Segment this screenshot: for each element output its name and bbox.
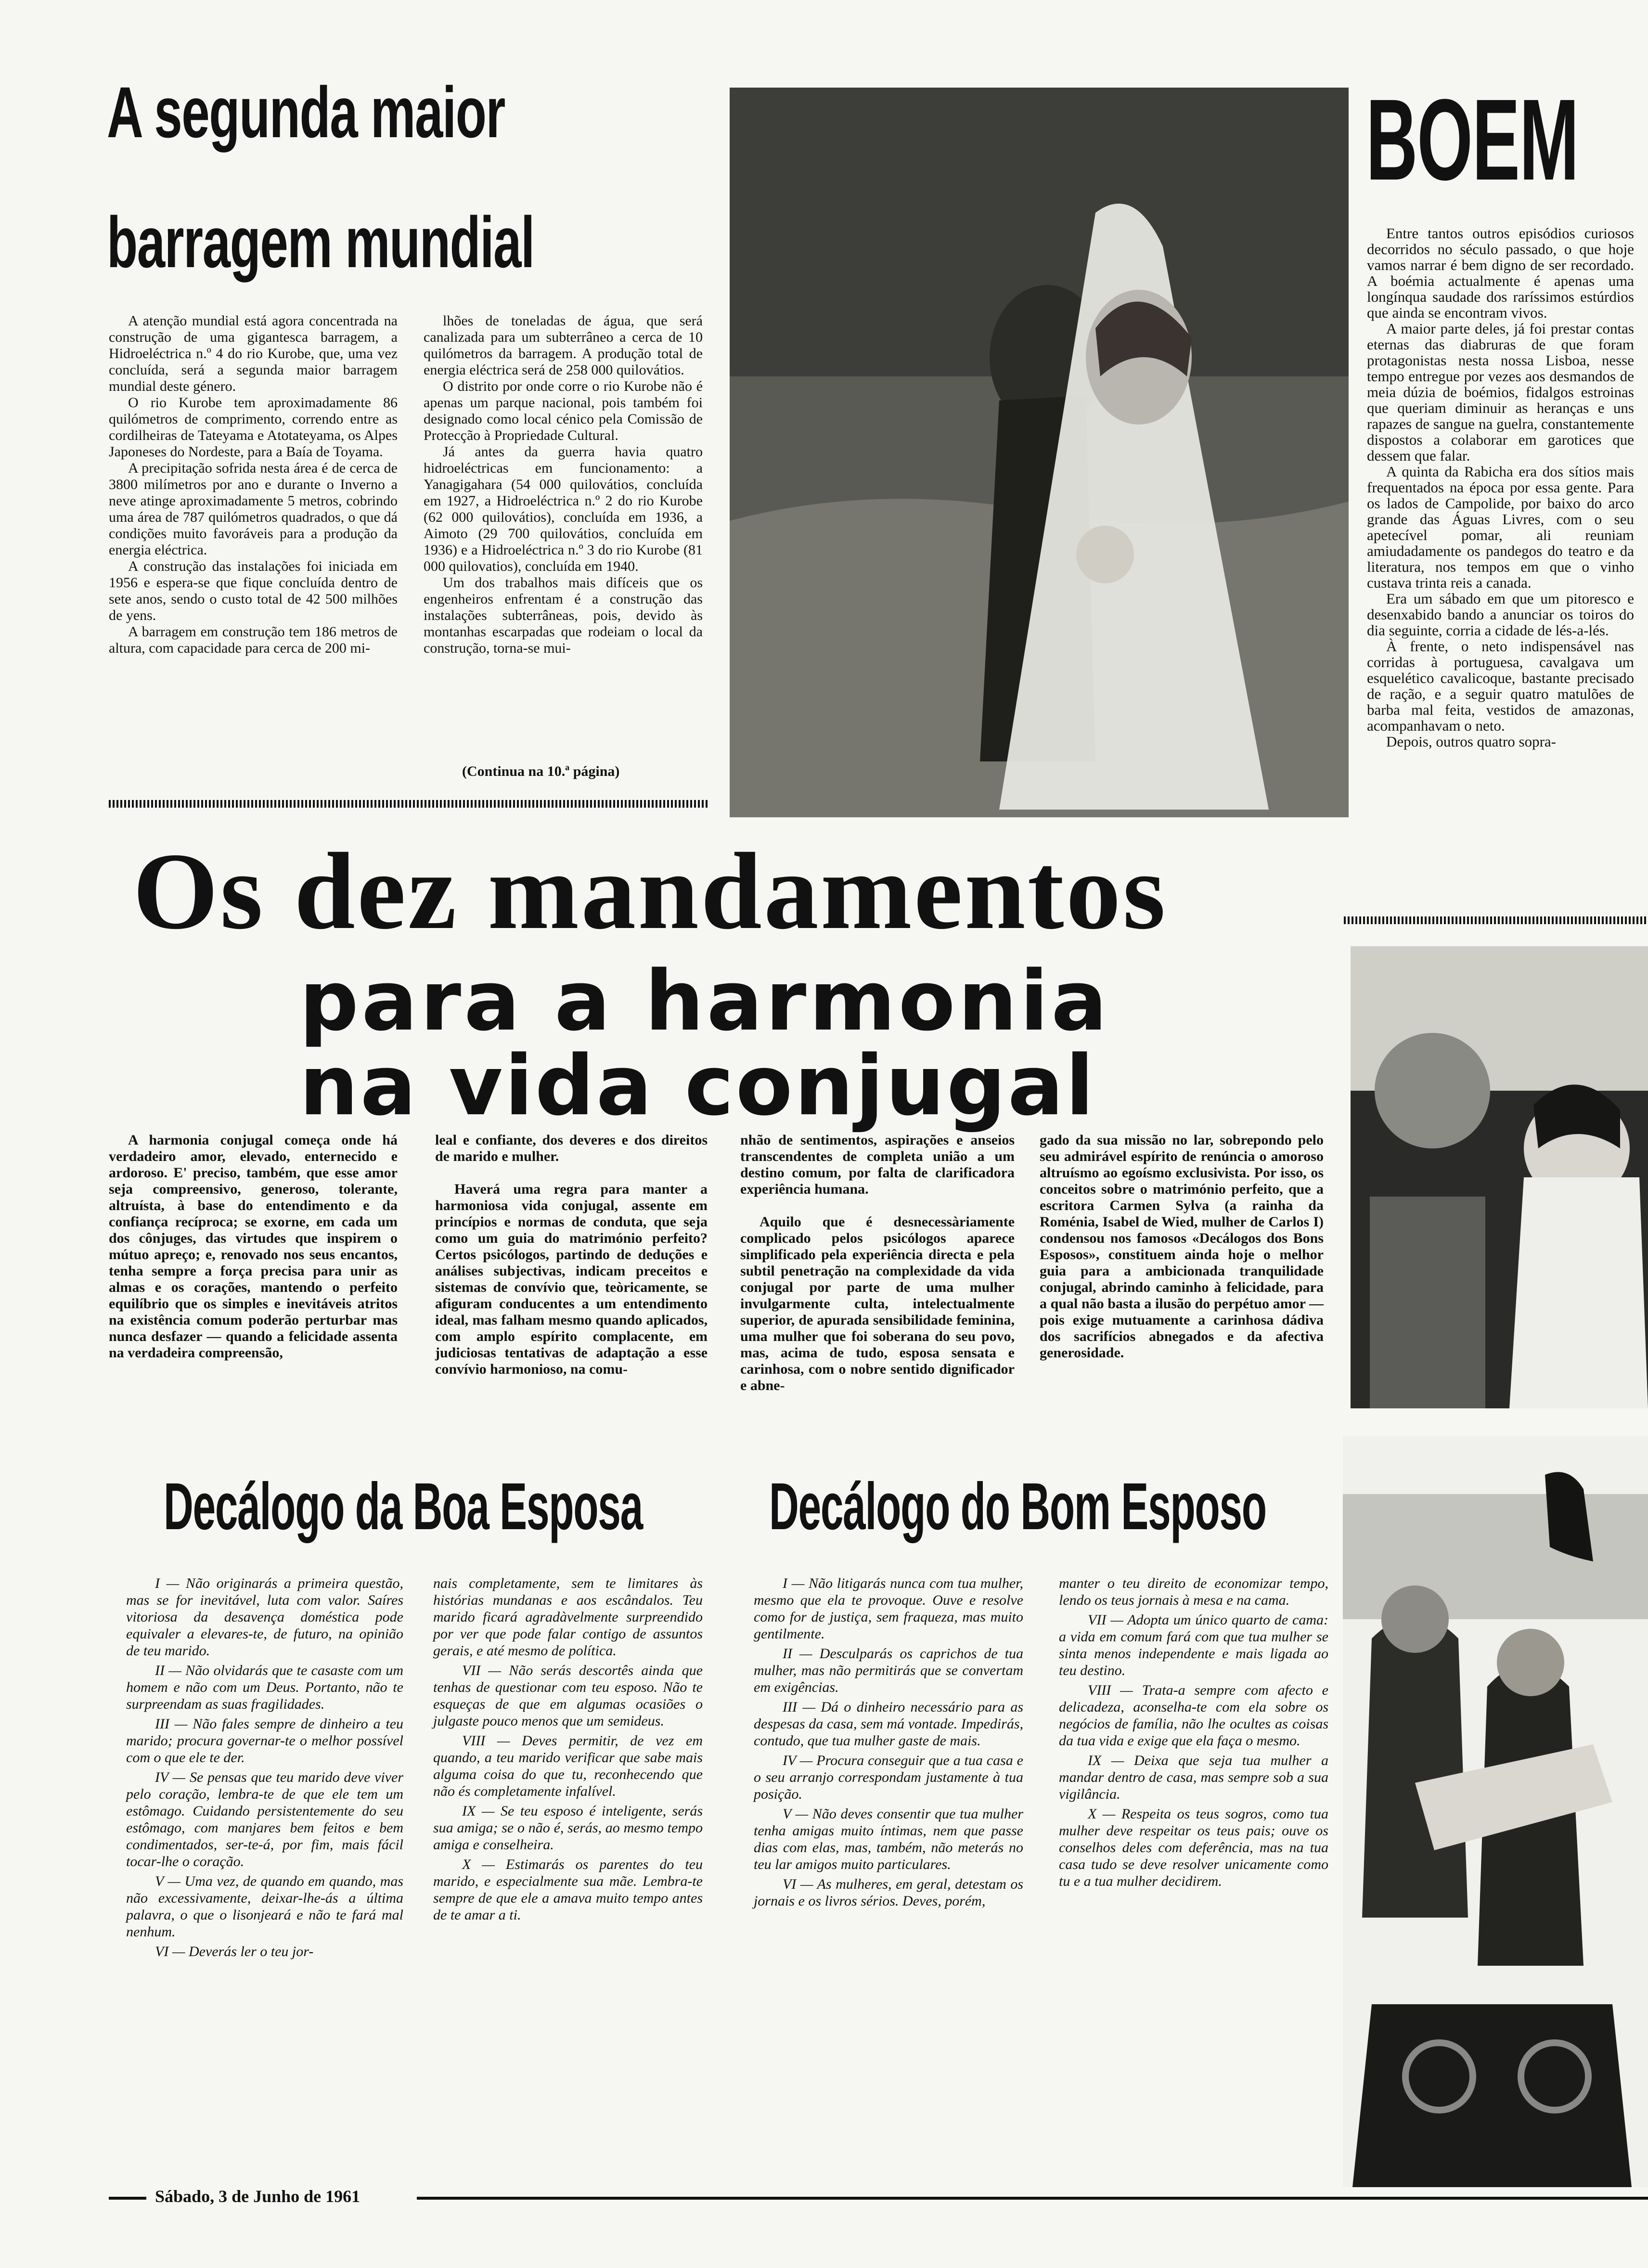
- paragraph: nhão de sentimentos, aspirações e anseios transcendentes de completa união a um destino comum, por falta de clarificadora experiência humana.: [740, 1132, 1015, 1197]
- esposo-col-2: [1059, 1575, 1328, 1893]
- commandment: III — Não fales sempre de dinheiro a teu marido; procura governar-te o melhor possível com o que ele te der.: [126, 1716, 403, 1765]
- commandment: VI — As mulheres, em geral, detestam os jornais e os livros sérios. Deves, porém,: [754, 1876, 1023, 1909]
- boem-text: [1367, 225, 1634, 749]
- paragraph: A harmonia conjugal começa onde há verdadeiro amor, elevado, enternecido e ardoroso. E' preciso, também, que esse amor seja compreensivo, generoso, tolerante, altruísta, à base do entendimento e da confiança recíproca; se exorne, em cada um dos cônjuges, das virtudes que inspirem o mútuo apreço; e, renovado nos seus encantos, tenha sempre a força precisa para unir as almas e os corações, mantendo o perfeito equilíbrio que os simples e inevitáveis atritos na existência comum poderão perturbar mas nunca desfazer — quando a felicidade assenta na verdadeira compreensão,: [109, 1132, 398, 1361]
- footer-line-right: [417, 2197, 1648, 2200]
- paragraph: A precipitação sofrida nesta área é de cerca de 3800 milímetros por ano e durante o Inverno a neve atinge aproximadamente 5 metros, cobrindo uma área de 787 quilómetros quadrados, o que dá condições muito favoráveis para a produção da energia eléctrica.: [109, 460, 398, 558]
- right-photo-top: [1351, 946, 1648, 1408]
- paragraph: À frente, o neto indispensável nas corridas à portuguesa, cavalgava um esquelético cavalicoque, bastante precisado de ração, e a seguir quatro matulões de barba mal feita, vestidos de amazonas, acompanhavam o neto.: [1367, 638, 1634, 734]
- commandment: VI — Deverás ler o teu jor-: [155, 1944, 314, 1959]
- paragraph: gado da sua missão no lar, sobrepondo pelo seu admirável espírito de renúncia o amoroso altruísmo ao egoísmo exclusivista. Por isso, os conceitos sobre o matrimónio perfeito, que a escritora Carmen Sylva (a rainha da Roménia, Isabel de Wied, mulher de Carlos I) condensou nos famosos «Decálogos dos Bons Esposos», constituem ainda hoje o melhor guia para a ambicionada tranquilidade conjugal, abrindo caminho à felicidade, para a qual não basta a ilusão do perpétuo amor — pois exige mutuamente a carinhosa dádiva dos sacrifícios abnegados e da afectiva generosidade.: [1040, 1132, 1324, 1361]
- commandment: VIII — Trata-a sempre com afecto e delicadeza, aconselha-te com ela sobre os negócios de família, não lhe ocultes as coisas da tua vida e exige que ela faça o mesmo.: [1059, 1682, 1328, 1749]
- mandamentos-col-4: [1040, 1132, 1324, 1361]
- dam-column-1: [109, 313, 398, 657]
- footer-date: Sábado, 3 de Junho de 1961: [155, 2187, 360, 2206]
- dam-column-2: [424, 313, 703, 657]
- commandment: IV — Procura conseguir que a tua casa e o seu arranjo correspondam justamente à tua posição.: [754, 1753, 1023, 1802]
- commandment: IV — Se pensas que teu marido deve viver pelo coração, lembra-te de que ele tem um estômago. Cuidando persistentemente do seu estômago, com manjares bem feitos e bem condimentados, ser-te-á, por fim, mais fácil tocar-lhe o coração.: [126, 1769, 403, 1869]
- esposa-col-2: [433, 1575, 703, 1926]
- paragraph: Já antes da guerra havia quatro hidroeléctricas em funcionamento: a Yanagigahara (54 000 quilovátios, concluída em 1927, a Hidroeléctrica n.º 2 do rio Kurobe (62 000 quilovátios), concluída em 1936, a Aimoto (29 700 quilovátios, concluída em 1936) e a Hidroeléctrica n.º 3 do rio Kurobe (81 000 quilovatios), concluída em 1940.: [424, 444, 703, 574]
- paragraph: O rio Kurobe tem aproximadamente 86 quilómetros de comprimento, correndo entre as cordilheiras de Tateyama e Atotateyama, os Alpes Japoneses do Nordeste, para a Baía de Toyama.: [109, 395, 398, 460]
- mandamentos-title-line3: na vida conjugal: [299, 1037, 1096, 1134]
- esposo-title: Decálogo do Bom Esposo: [769, 1469, 1266, 1544]
- paragraph: Aquilo que é desnecessàriamente complicado pelos psicólogos aparece simplificado pela experiência directa e pela subtil penetração na complexidade da vida conjugal por parte de uma mulher invulgarmente culta, intelectualmente superior, de apurada sensibilidade feminina, uma mulher que foi soberana do seu povo, mas, acima de tudo, esposa sensata e carinhosa, com o nobre sentido dignificador e abne-: [740, 1214, 1015, 1393]
- mandamentos-col-1: [109, 1132, 398, 1361]
- commandment: II — Não olvidarás que te casaste com um homem e não com um Deus. Portanto, não te surpreendam as suas fragilidades.: [126, 1662, 403, 1712]
- paragraph: leal e confiante, dos deveres e dos direitos de marido e mulher.: [435, 1132, 708, 1164]
- commandment: III — Dá o dinheiro necessário para as despesas da casa, sem má vontade. Impedirás, contudo, que tua mulher gaste de mais.: [754, 1699, 1023, 1749]
- paragraph: A barragem em construção tem 186 metros de altura, com capacidade para cerca de 200 mi-: [109, 624, 398, 656]
- esposo-col-1: [754, 1575, 1023, 1912]
- footer-line-left: [109, 2197, 146, 2200]
- commandment: VII — Não serás descortês ainda que tenhas de questionar com teu esposo. Não te esqueças de que em algumas ocasiões o julgaste pouco menos que um semideus.: [433, 1662, 703, 1729]
- dam-headline-line2: barragem mundial: [107, 202, 534, 283]
- commandment: manter o teu direito de economizar tempo, lendo os teus jornais à mesa e na cama.: [1059, 1575, 1328, 1608]
- esposa-col-1: [126, 1575, 403, 1963]
- paragraph: Haverá uma regra para manter a harmoniosa vida conjugal, assente em princípios e normas de conduta, que seja como um guia do matrimónio perfeito? Certos psicólogos, partindo de deduções e análises subjectivas, indicam preceitos e sistemas de convívio que, teòricamente, se afiguram conducentes a um entendimento ideal, mas falham mesmo quando aplicados, com amplo espírito complacente, em judiciosas tentativas de adaptação a esse convívio harmonioso, na comu-: [435, 1181, 708, 1377]
- mandamentos-col-3: [740, 1132, 1015, 1394]
- commandment: V — Não deves consentir que tua mulher tenha amigas muito íntimas, nem que passe dias com elas, mas, também, não meterás no teu lar amigos muito particulares.: [754, 1806, 1023, 1872]
- commandment: II — Desculparás os caprichos de tua mulher, mas não permitirás que se convertam em exigências.: [754, 1646, 1023, 1695]
- boem-headline: BOEM: [1366, 75, 1579, 204]
- commandment: IX — Deixa que seja tua mulher a mandar dentro de casa, mas sempre sob a sua vigilância.: [1059, 1753, 1328, 1802]
- mandamentos-title-line1: Os dez mandamentos: [133, 831, 1168, 952]
- paragraph: A construção das instalações foi iniciada em 1956 e espera-se que fique concluída dentro de sete anos, sendo o custo total de 42 500 milhões de yens.: [109, 558, 398, 623]
- commandment: X — Estimarás os parentes do teu marido, e especialmente sua mãe. Lembra-te sempre de que ele a amava muito tempo antes de te amar a ti.: [433, 1856, 703, 1923]
- commandment: X — Respeita os teus sogros, como tua mulher deve respeitar os teus pais; ouve os conselhos deles com deferência, mas na tua casa tudo se deve resolver unicamente como tu e a tua mulher decidirem.: [1059, 1806, 1328, 1889]
- wedding-photo: [730, 88, 1349, 817]
- paragraph: lhões de toneladas de água, que será canalizada para um subterrâneo a cerca de 10 quilómetros da barragem. A produção total de energia eléctrica será de 258 000 quilovátios.: [424, 313, 703, 378]
- commandment: IX — Se teu esposo é inteligente, serás sua amiga; se o não é, serás, ao mesmo tempo amiga e conselheira.: [433, 1803, 703, 1853]
- paragraph: Era um sábado em que um pitoresco e desenxabido bando a anunciar os toiros do dia seguinte, corria a cidade de lés-a-lés.: [1367, 590, 1634, 639]
- paragraph: O distrito por onde corre o rio Kurobe não é apenas um parque nacional, pois também foi designado como local cénico pela Comissão de Protecção à Propriedade Cultural.: [424, 378, 703, 443]
- esposa-title: Decálogo da Boa Esposa: [164, 1469, 643, 1544]
- paragraph: A maior parte deles, já foi prestar contas eternas das diabruras de que foram protagonistas nesta nossa Lisboa, nesse tempo entregue por vezes aos desmandos de meia dúzia de boémios, fidalgos estroinas que queriam diminuir as heranças e uns rapazes de sangue na guelra, constantemente dispostos a colaborar em garotices que dessem que falar.: [1367, 320, 1634, 464]
- commandment: I — Não litigarás nunca com tua mulher, mesmo que ela te provoque. Ouve e resolve como for de justiça, sem fraqueza, mas muito gentilmente.: [754, 1575, 1023, 1642]
- commandment: VII — Adopta um único quarto de cama: a vida em comum fará com que tua mulher se sinta menos independente e mais ligada ao teu destino.: [1059, 1612, 1328, 1678]
- paragraph: Entre tantos outros episódios curiosos decorridos no século passado, o que hoje vamos narrar é bem digno de ser recordado. A boémia actualmente é apenas uma longínqua saudade dos raríssimos estúrdios que ainda se encontram vivos.: [1367, 225, 1634, 321]
- dam-continua-note: (Continua na 10.ª página): [462, 763, 620, 779]
- mandamentos-title-line2: para a harmonia: [299, 953, 1110, 1049]
- commandment: nais completamente, sem te limitares às histórias mundanas e aos escândalos. Teu marido ficará agradàvelmente surpreendido por ver que pode falar contigo de assuntos gerais, e até mesmo de política.: [433, 1575, 703, 1659]
- paragraph: Depois, outros quatro sopra-: [1386, 733, 1556, 750]
- commandment: V — Uma vez, de quando em quando, mas não excessivamente, deixar-lhe-ás a última palavra, o que o lisonjeará e não te fará mal nenhum.: [126, 1873, 403, 1940]
- right-photo-bottom: [1343, 1436, 1648, 2187]
- commandment: VIII — Deves permitir, de vez em quando, a teu marido verificar que sabe mais alguma coisa do que tu, reconhecendo que não és completamente infalível.: [433, 1733, 703, 1799]
- commandment: I — Não originarás a primeira questão, mas se for inevitável, luta com valor. Saíres vitoriosa da desavença doméstica pode equivaler a elevares-te, de futuro, na opinião de teu marido.: [126, 1575, 403, 1659]
- mandamentos-col-2: [435, 1132, 708, 1378]
- paragraph: A atenção mundial está agora concentrada na construção de uma gigantesca barragem, a Hidroeléctrica n.º 4 do rio Kurobe, que, uma vez concluída, será a segunda maior barragem mundial deste género.: [109, 313, 398, 394]
- paragraph: Um dos trabalhos mais difíceis que os engenheiros enfrentam é a construção das instalações subterrâneas, pois, devido às montanhas escarpadas que rodeiam o local da construção, torna-se mui-: [424, 575, 703, 656]
- boem-divider: [1344, 916, 1648, 924]
- paragraph: A quinta da Rabicha era dos sítios mais frequentados na época por essa gente. Para os lados de Campolide, por baixo do arco grande das Águas Livres, com o seu apetecível pomar, ali reuniam amiudadamente os pandegos do teatro e da literatura, nos tempos em que o vinho custava trinta reis a canada.: [1367, 463, 1634, 591]
- dam-divider: [109, 800, 708, 808]
- dam-headline-line1: A segunda maior: [107, 72, 505, 153]
